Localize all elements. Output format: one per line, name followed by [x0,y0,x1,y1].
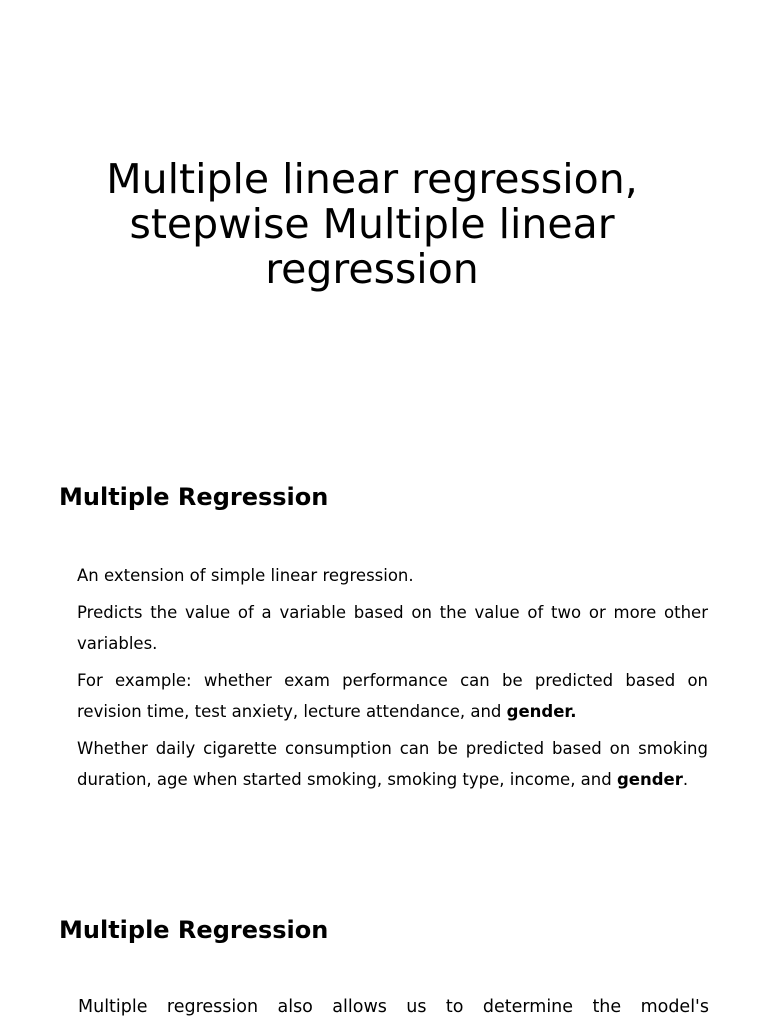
list-item-text: An extension of simple linear regression. [77,566,414,585]
list-item [77,560,708,591]
list-item [77,597,708,659]
list-item-bold-text: gender [616,770,683,789]
title-line-3: regression [265,245,479,293]
body-paragraph: Multiple regression also allows us to determine the model's [78,997,709,1017]
title-slide-heading [0,157,744,292]
list-item-tail-text: . [682,770,689,789]
list-item-bold-text: gender. [506,702,577,721]
list-item-text: Predicts the value of a variable based on the value of two or more other variables. [77,603,708,653]
list-item-text: For example: whether exam performance can be predicted based on revision time, test anxiety, lecture attendance, and [77,671,708,721]
list-item [77,733,708,795]
list-item-text: Whether daily cigarette consumption can be predicted based on smoking duration, age when started smoking, smoking type, income, and [77,739,708,789]
list-item [77,665,708,727]
title-line-1: Multiple linear regression, [106,155,638,203]
title-line-2: stepwise Multiple linear [129,200,615,248]
content-list [77,560,708,801]
section-heading-multiple-regression: Multiple Regression [59,483,329,511]
section-heading-multiple-regression-2: Multiple Regression [59,916,329,944]
